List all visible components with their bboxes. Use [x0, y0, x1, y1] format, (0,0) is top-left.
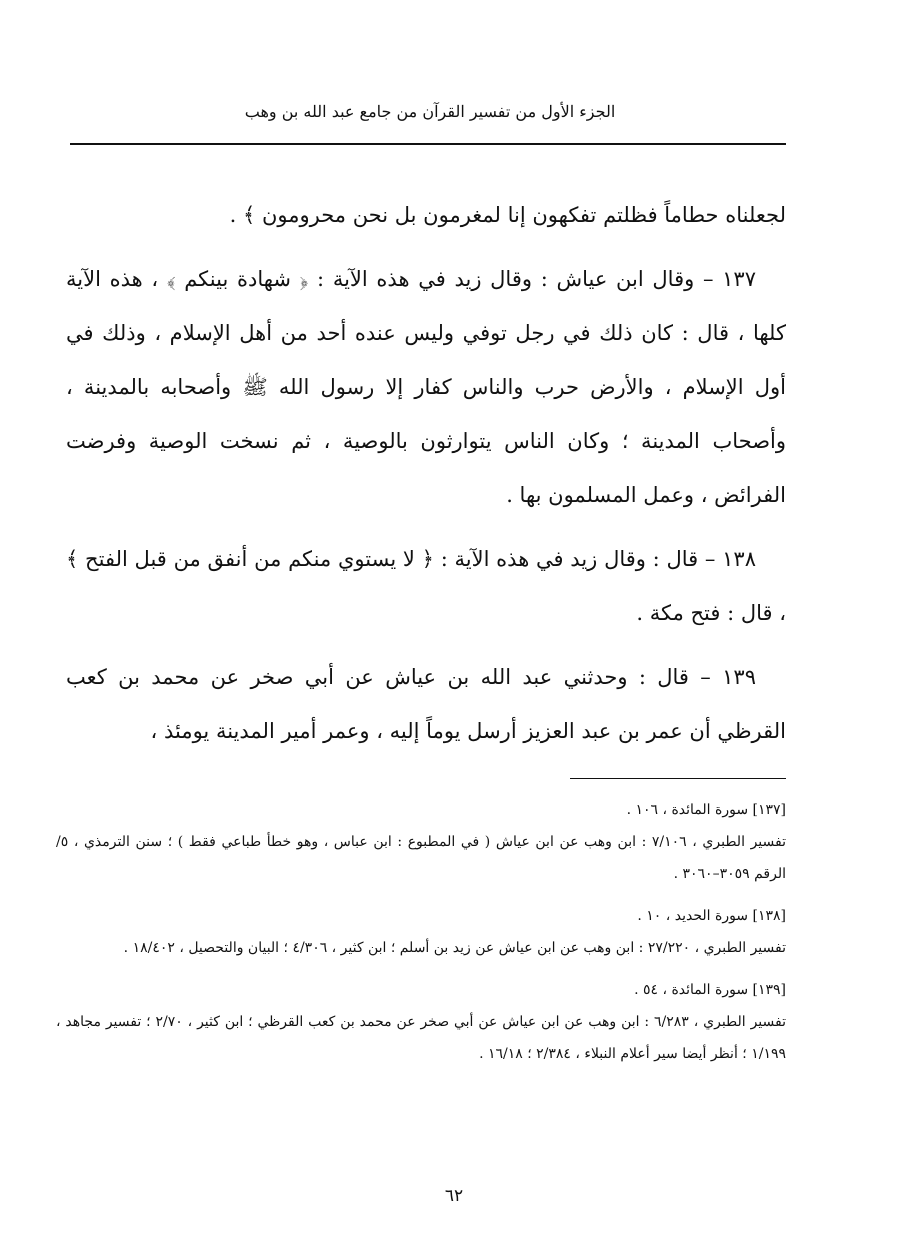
header-rule — [70, 143, 786, 145]
page-number: ٦٢ — [444, 1186, 464, 1206]
paragraph-137: ١٣٧ – وقال ابن عياش : وقال زيد في هذه الآية : ﴿ شهادة بينكم ﴾ ، هذه الآية كلها ، قال : كان ذلك في رجل توفي وليس عنده أحد من أهل الإسلام ، وذلك في أول الإسلام ، والأرض حرب والناس كفار إلا رسول الله ﷺ وأصحابه بالمدينة ، وأصحاب المدينة ؛ وكان الناس يتوارثون بالوصية ، ثم نسخت الوصية وفرضت الفرائض ، وعمل المسلمون بها . — [66, 267, 786, 507]
footnote-139-text: تفسير الطبري ، ٦/٢٨٣ : ابن وهب عن ابن عياش عن أبي صخر عن محمد بن كعب القرظي ؛ ابن كثير ، ٢/٧٠ ؛ تفسير مجاهد ، ١/١٩٩ ؛ أنظر أيضا سير أعلام النبلاء ، ٢/٣٨٤ ؛ ١٦/١٨ . — [56, 1014, 786, 1062]
footnote-rule — [570, 778, 786, 779]
footnote-137-ref: [١٣٧] سورة المائدة ، ١٠٦ . — [626, 802, 786, 818]
paragraph-continued: لجعلناه حطاماً فظلتم تفكهون إنا لمغرمون بل نحن محرومون ﴾ . — [229, 203, 786, 227]
footnote-138-ref: [١٣٨] سورة الحديد ، ١٠ . — [637, 908, 786, 924]
paragraph-138: ١٣٨ – قال : وقال زيد في هذه الآية : ﴿ لا يستوي منكم من أنفق من قبل الفتح ﴾ ، قال : فتح مكة . — [66, 547, 786, 625]
footnotes — [56, 794, 786, 1070]
footnote-138-text: تفسير الطبري ، ٢٧/٢٢٠ : ابن وهب عن ابن عياش عن زيد بن أسلم ؛ ابن كثير ، ٤/٣٠٦ ؛ البيان والتحصيل ، ١٨/٤٠٢ . — [123, 940, 786, 956]
footnote-137-text: تفسير الطبري ، ٧/١٠٦ : ابن وهب عن ابن عياش ( في المطبوع : ابن عباس ، وهو خطأ طباعي فقط ) ؛ سنن الترمذي ، ٥/الرقم ٣٠٥٩–٣٠٦٠ . — [56, 834, 786, 882]
running-header: الجزء الأول من تفسير القرآن من جامع عبد الله بن وهب — [244, 102, 616, 121]
main-text — [66, 188, 786, 768]
footnote-139-ref: [١٣٩] سورة المائدة ، ٥٤ . — [634, 982, 786, 998]
paragraph-139: ١٣٩ – قال : وحدثني عبد الله بن عياش عن أبي صخر عن محمد بن كعب القرظي أن عمر بن عبد العزيز أرسل يوماً إليه ، وعمر أمير المدينة يومئذ ، — [66, 665, 786, 743]
